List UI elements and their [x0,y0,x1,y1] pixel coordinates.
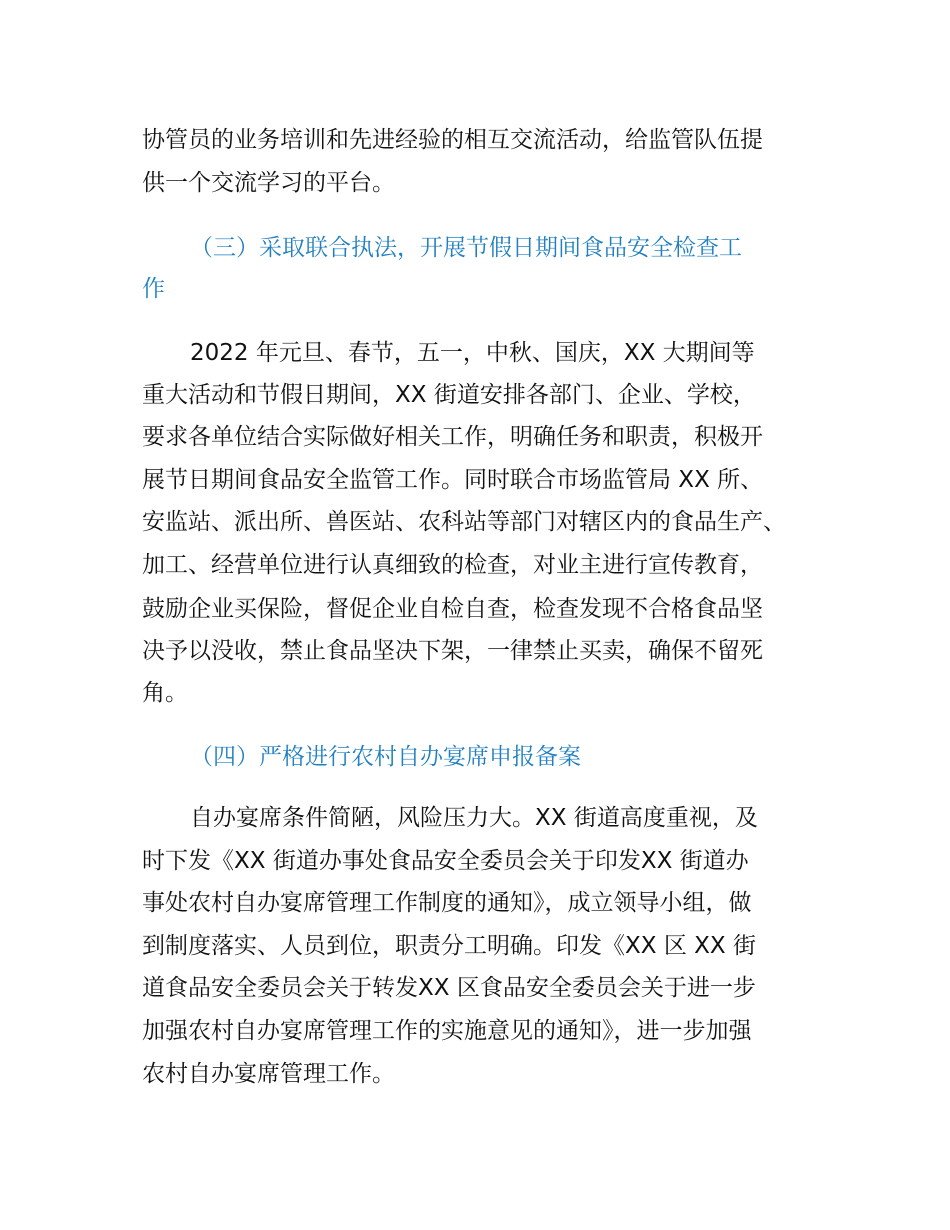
section-heading-4: （四）严格进行农村自办宴席申报备案 [190,744,581,770]
paragraph-line: 供一个交流学习的平台。 [142,170,395,196]
paragraph-line: 重大活动和节假日期间，XX 街道安排各部门、企业、学校， [142,382,756,408]
paragraph-line: 道食品安全委员会关于转发XX 区食品安全委员会关于进一步 [142,975,756,1001]
paragraph-line: 安监站、派出所、兽医站、农科站等部门对辖区内的食品生产、 [142,509,786,535]
paragraph-line: 鼓励企业买保险，督促企业自检自查，检查发现不合格食品坚 [142,596,763,622]
paragraph-line: 决予以没收，禁止食品坚决下架，一律禁止买卖，确保不留死 [142,638,763,664]
paragraph-line: 事处农村自办宴席管理工作制度的通知》，成立领导小组，做 [142,890,752,916]
paragraph-line: 2022 年元旦、春节，五一，中秋、国庆，XX 大期间等 [190,340,755,366]
paragraph-line: 自办宴席条件简陋，风险压力大。XX 街道高度重视，及 [190,805,758,831]
paragraph-line: 加强农村自办宴席管理工作的实施意见的通知》，进一步加强 [142,1018,752,1044]
paragraph-line: 要求各单位结合实际做好相关工作，明确任务和职责，积极开 [142,424,763,450]
paragraph-line: 展节日期间食品安全监管工作。同时联合市场监管局 XX 所、 [142,467,764,493]
paragraph-line: 角。 [142,680,188,706]
paragraph-line: 协管员的业务培训和先进经验的相互交流活动，给监管队伍提 [142,127,763,153]
paragraph-line: 农村自办宴席管理工作。 [142,1061,395,1087]
section-heading-3: （三）采取联合执法，开展节假日期间食品安全检查工 [190,235,742,261]
paragraph-line: 到制度落实、人员到位，职责分工明确。印发《XX 区 XX 街 [142,933,756,959]
section-heading-3-cont: 作 [142,276,165,302]
paragraph-line: 时下发《XX 街道办事处食品安全委员会关于印发XX 街道办 [142,848,749,874]
paragraph-line: 加工、经营单位进行认真细致的检查，对业主进行宣传教育， [142,552,763,578]
